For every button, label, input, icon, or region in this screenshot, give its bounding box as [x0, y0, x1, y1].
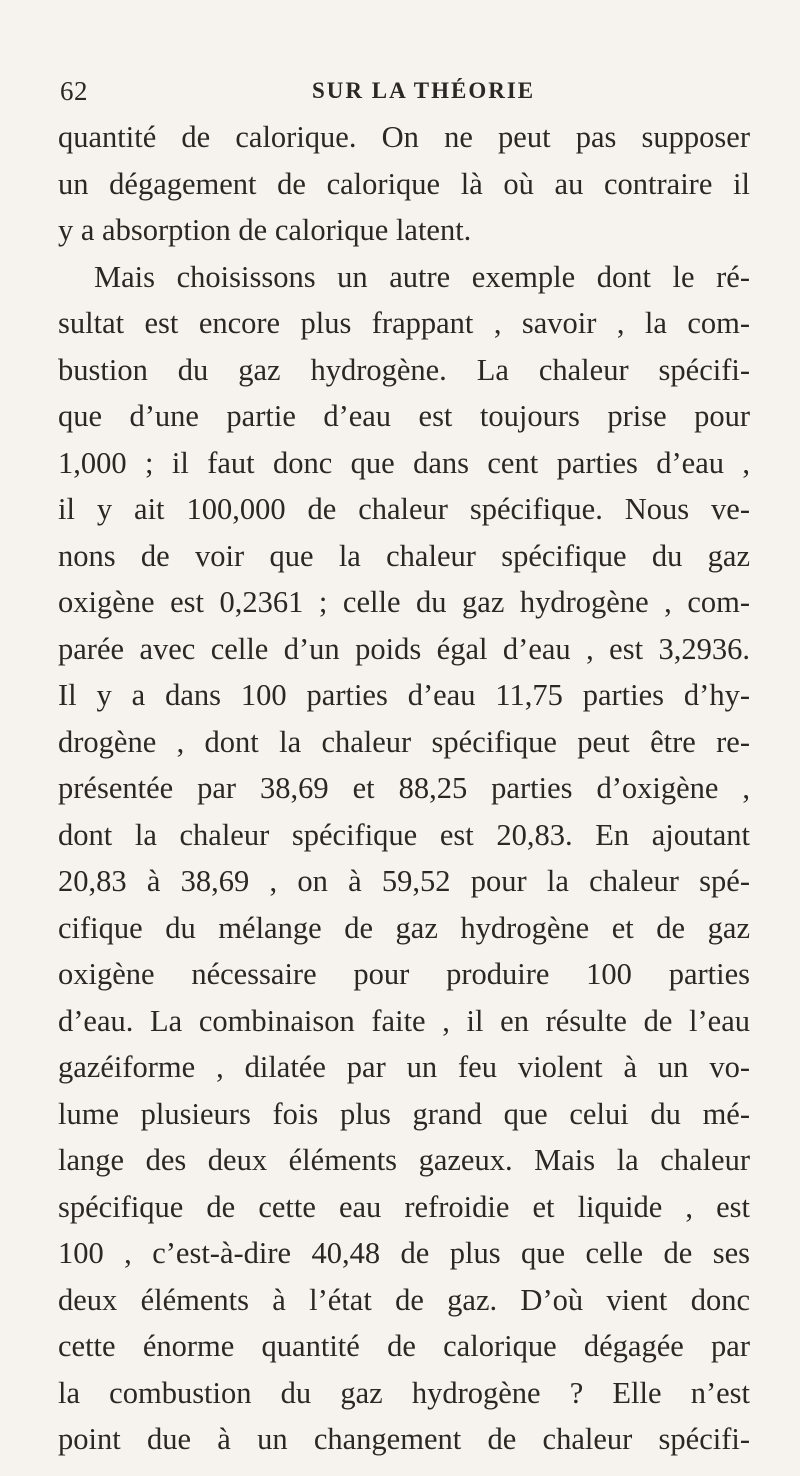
text-line: spécifique de cette eau refroidie et liquide , est [58, 1189, 750, 1224]
page-header [58, 76, 748, 116]
text-line: Il y a dans 100 parties d’eau 11,75 parties d’hy- [58, 678, 750, 712]
text-line: lange des deux éléments gazeux. Mais la chaleur [58, 1143, 750, 1177]
body-text [58, 114, 750, 1463]
text-line: quantité de calorique. On ne peut pas supposer [58, 120, 750, 154]
text-line: 20,83 à 38,69 , on à 59,52 pour la chaleur spé- [58, 864, 750, 898]
text-line: y a absorption de calorique latent. [58, 213, 472, 247]
text-line: parée avec celle d’un poids égal d’eau , est 3,2936. [58, 631, 750, 666]
text-line: oxigène est 0,2361 ; celle du gaz hydrogène , com- [58, 585, 750, 619]
text-line: Mais choisissons un autre exemple dont le ré- [94, 259, 750, 294]
text-line: sultat est encore plus frappant , savoir , la com- [58, 306, 750, 340]
page-number: 62 [60, 76, 88, 106]
text-line: drogène , dont la chaleur spécifique peut être re- [58, 724, 750, 759]
text-line: que d’une partie d’eau est toujours prise pour [58, 399, 750, 433]
running-title: SUR LA THÉORIE [312, 78, 536, 103]
text-line: la combustion du gaz hydrogène ? Elle n’est [58, 1375, 750, 1410]
text-line: cifique du mélange de gaz hydrogène et de gaz [58, 910, 750, 945]
text-line: dont la chaleur spécifique est 20,83. En ajoutant [58, 817, 750, 852]
text-line: bustion du gaz hydrogène. La chaleur spécifi- [58, 352, 750, 387]
text-line: gazéiforme , dilatée par un feu violent à un vo- [58, 1050, 750, 1084]
text-line: nons de voir que la chaleur spécifique du gaz [58, 538, 750, 573]
text-line: cette énorme quantité de calorique dégagée par [58, 1329, 750, 1363]
text-line: 1,000 ; il faut donc que dans cent parties d’eau , [58, 445, 750, 480]
text-line: d’eau. La combinaison faite , il en résulte de l’eau [58, 1003, 750, 1038]
text-line: point due à un changement de chaleur spécifi- [58, 1422, 750, 1456]
text-line: 100 , c’est-à-dire 40,48 de plus que celle de ses [58, 1236, 750, 1270]
text-line: deux éléments à l’état de gaz. D’où vient donc [58, 1282, 750, 1317]
text-line: lume plusieurs fois plus grand que celui du mé- [58, 1096, 750, 1131]
text-line: présentée par 38,69 et 88,25 parties d’oxigène , [58, 771, 750, 805]
text-line: un dégagement de calorique là où au contraire il [58, 166, 750, 201]
text-line: il y ait 100,000 de chaleur spécifique. Nous ve- [58, 492, 750, 526]
text-line: oxigène nécessaire pour produire 100 parties [58, 957, 750, 991]
